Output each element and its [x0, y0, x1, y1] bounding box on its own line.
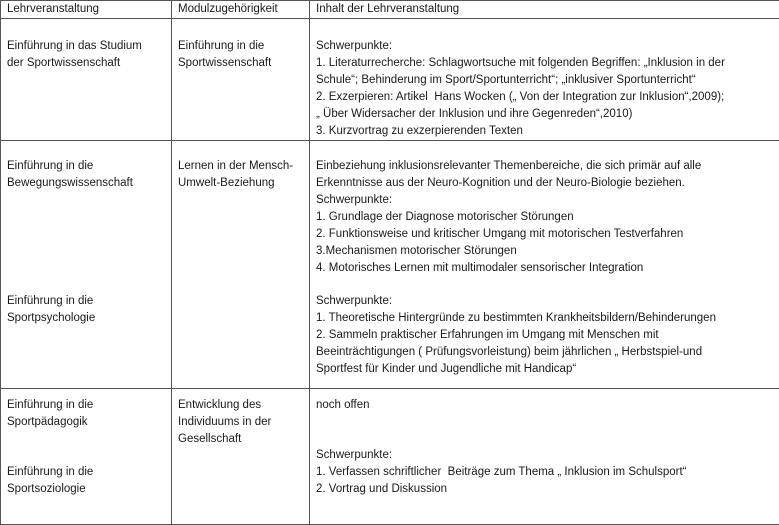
content-line: 1. Theoretische Hintergründe zu bestimmten Krankheitsbildern/Behinderungen: [316, 310, 773, 327]
content-line: Schwerpunkte:: [316, 192, 773, 209]
module-line: Entwicklung des: [178, 397, 303, 414]
content-line: 3.Mechanismen motorischer Störungen: [316, 243, 773, 260]
content-line: Schwerpunkte:: [316, 38, 773, 55]
content-line: 4. Motorisches Lernen mit multimodaler sensorischer Integration: [316, 260, 773, 277]
table-row: [1, 389, 779, 525]
header-lehrveranstaltung: Lehrveranstaltung: [1, 1, 172, 19]
course-title-line: Bewegungswissenschaft: [7, 175, 165, 192]
content-line: Einbeziehung inklusionsrelevanter Themenbereiche, die sich primär auf alle: [316, 158, 773, 175]
content-line: noch offen: [316, 397, 773, 414]
content-line: 3. Kurzvortrag zu exzerpierenden Texten: [316, 123, 773, 140]
module-cell: [172, 141, 310, 389]
content-line: Schule“; Behinderung im Sport/Sportunterricht“; „inklusiver Sportunterricht“: [316, 72, 773, 89]
course-title-line: der Sportwissenschaft: [7, 55, 165, 72]
content-line: Schwerpunkte:: [316, 447, 773, 464]
content-line: 1. Literaturrecherche: Schlagwortsuche mit folgenden Begriffen: „Inklusion in der: [316, 55, 773, 72]
course-title-line: Einführung in die: [7, 464, 165, 481]
course-title-line: Einführung in die: [7, 158, 165, 175]
table-row: [1, 141, 779, 389]
course-title-cell: [1, 141, 172, 389]
content-cell: [310, 389, 779, 525]
content-line: 2. Exzerpieren: Artikel Hans Wocken („ Von der Integration zur Inklusion“,2009);: [316, 89, 773, 106]
content-cell: [310, 19, 779, 141]
content-line: 2. Funktionsweise und kritischer Umgang mit motorischen Testverfahren: [316, 226, 773, 243]
module-cell: [172, 19, 310, 141]
table-row: [1, 19, 779, 141]
course-title-line: Sportsoziologie: [7, 481, 165, 498]
module-line: Einführung in die: [178, 38, 303, 55]
course-title-cell: [1, 389, 172, 525]
content-line: Beeinträchtigungen ( Prüfungsvorleistung) beim jährlichen „ Herbstspiel-und: [316, 344, 773, 361]
module-line: Individuums in der: [178, 414, 303, 431]
module-line: Gesellschaft: [178, 431, 303, 448]
course-title-cell: [1, 19, 172, 141]
content-line: 1. Grundlage der Diagnose motorischer Störungen: [316, 209, 773, 226]
course-title-line: Einführung in das Studium: [7, 38, 165, 55]
header-modulzugehoerigkeit: Modulzugehörigkeit: [172, 1, 310, 19]
module-line: Sportwissenschaft: [178, 55, 303, 72]
course-title-line: Sportpsychologie: [7, 310, 165, 327]
course-title-line: Sportpädagogik: [7, 414, 165, 431]
content-line: 1. Verfassen schriftlicher Beiträge zum Thema „ Inklusion im Schulsport“: [316, 464, 773, 481]
content-line: 2. Vortrag und Diskussion: [316, 481, 773, 498]
content-line: „ Über Widersacher der Inklusion und ihre Gegenreden“,2010): [316, 106, 773, 123]
content-line: Sportfest für Kinder und Jugendliche mit Handicap“: [316, 361, 773, 378]
module-line: Umwelt-Beziehung: [178, 175, 303, 192]
course-title-line: Einführung in die: [7, 397, 165, 414]
module-line: Lernen in der Mensch-: [178, 158, 303, 175]
course-title-line: Einführung in die: [7, 293, 165, 310]
content-line: Erkenntnisse aus der Neuro-Kognition und der Neuro-Biologie beziehen.: [316, 175, 773, 192]
header-row: [1, 1, 779, 19]
header-inhalt: Inhalt der Lehrveranstaltung: [310, 1, 779, 19]
content-cell: [310, 141, 779, 389]
content-line: 2. Sammeln praktischer Erfahrungen im Umgang mit Menschen mit: [316, 327, 773, 344]
module-cell: [172, 389, 310, 525]
content-line: Schwerpunkte:: [316, 293, 773, 310]
